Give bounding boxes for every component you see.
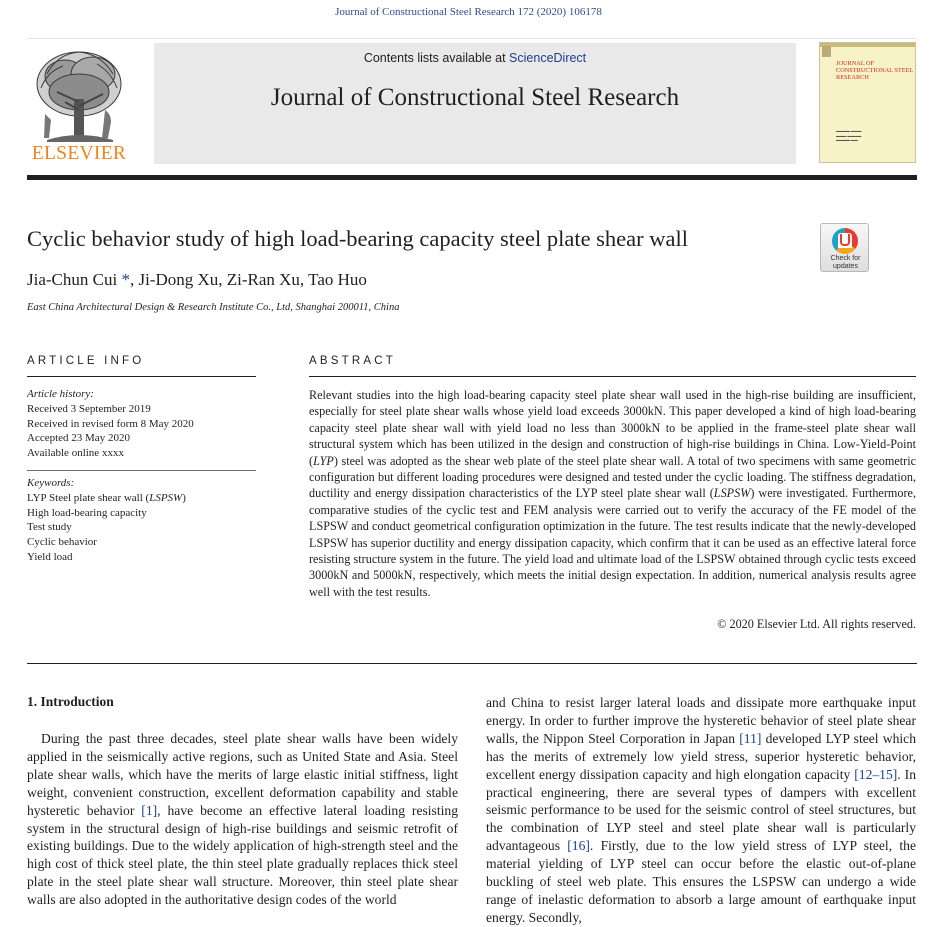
author-list [27,270,367,290]
intro-right-column [486,694,916,927]
elsevier-wordmark: ELSEVIER [31,143,127,164]
journal-title[interactable]: Journal of Constructional Steel Research [270,84,680,111]
keyword-item: LYP Steel plate shear wall (LSPSW) [27,491,186,504]
history-label: Article history: [27,388,94,400]
intro-paragraph-continued: and China to resist larger lateral loads and dissipate more earthquake input energy. In order to further improve the hysteretic behavior of steel plate shear walls, the Nippon Steel Corporation in Japan [11] developed LYP steel which has the merits of extremely low yield stress, superior hysteretic behavior, excellent energy dissipation capacity and high elongation capacity [12–15]. In practical engineering, there are several types of dampers with excellent seismic performance to be used for the seismic control of steel structures, but the combination of LYP steel and steel plate shear wall is particularly advantageous [16]. Firstly, due to the low yield stress of LYP steel, the material yielding of LYP steel can occur before the elastic out-of-plane buckling of steel web plate. This ensures the LSPSW can undergo a wide range of inelastic deformation to absorb a large amount of earthquake input energy. Secondly, [486,695,916,925]
article-title: Cyclic behavior study of high load-bearing capacity steel plate shear wall [27,226,689,251]
header-thick-divider [27,175,917,180]
header-top-divider [27,38,917,39]
history-online: Available online xxxx [27,447,124,460]
journal-citation-link[interactable]: Journal of Constructional Steel Research 172 (2020) 106178 [335,6,602,18]
check-updates-label-1: Check for [830,255,861,262]
check-updates-label-2: updates [833,263,858,270]
section-heading-introduction: 1. Introduction [27,694,114,709]
abstract-heading: ABSTRACT [309,355,396,367]
journal-cover-thumbnail[interactable] [819,42,916,163]
copyright-notice: © 2020 Elsevier Ltd. All rights reserved. [717,617,916,631]
article-info-heading: ARTICLE INFO [27,355,145,367]
keyword-item: Yield load [27,550,73,563]
cover-journal-title: JOURNAL OF CONSTRUCTIONAL STEEL RESEARCH [836,60,914,81]
author-name-first[interactable]: Jia-Chun Cui [27,270,118,289]
bookmark-icon [840,234,850,246]
check-for-updates-button[interactable] [820,223,869,272]
abstract-bottom-divider [27,663,917,664]
sciencedirect-link[interactable]: ScienceDirect [509,51,587,65]
corresponding-author-mark[interactable]: * [121,270,130,289]
reference-link[interactable]: [16] [567,838,590,854]
cover-top-band [820,43,916,47]
keyword-item: Cyclic behavior [27,536,97,549]
keywords-list [27,476,257,565]
keywords-divider [27,470,256,471]
cover-publisher-logo [822,46,831,57]
abstract-text: Relevant studies into the high load-bearing capacity steel plate shear wall used in the high-rise building are insufficient, especially for steel plate shear walls whose yield load exceeds 3000kN. This paper developed a kind of high load-bearing capacity steel plate shear wall with yield load no less than 3000kN to be applied in the frame-steel plate shear wall structural system which has been utilized in the design and construction of high-rise buildings in China. Low-Yield-Point (LYP) steel was adopted as the shear web plate of the steel plate shear wall. A total of two specimens with same geometric configuration but different loading procedures were designed and tested under the cyclic loading. The stiffness degradation, ductility and energy dissipation characteristics of the LYP steel plate shear wall (LSPSW) were investigated. Furthermore, comparative studies of the cyclic test and FEM analysis were carried out to verify the accuracy of the FE model of the LSPSW and conduct geometrical configuration optimization in the future. The test results indicate that the newly-developed LSPSW has superior ductility and energy dissipation capacity, which confirm that it can be used as an effective lateral force resisting structure system in the future. The yield load and ultimate load of the LSPSW obtained through cyclic tests exceed 3000kN and 5000kN, respectively, which meets the initial design expectation. In addition, numerical analysis results agree well with the test results. [309,388,916,599]
intro-paragraph: During the past three decades, steel plate shear walls have been widely applied in the seismically active regions, such as United State and Asia. Steel plate shear walls, which have the merits of large elastic initial stiffness, light weight, convenient construction, excellent deformation capability and stable hysteretic behavior [1], have become an effective lateral loading resisting system in the structural design of high-rise buildings and seismic retrofit of existing buildings. Due to the widely application of high-strength steel and the high cost of thick steel plate, the thin steel plate gradually replaces thick steel plate in the steel plate shear wall structure. Moreover, thin steel plate shear walls are also adopted in the authoritative design codes of the world [27,731,458,908]
keywords-label: Keywords: [27,477,75,489]
reference-link[interactable]: [1] [141,802,158,818]
author-names-rest: , Ji-Dong Xu, Zi-Ran Xu, Tao Huo [129,270,367,289]
abstract-divider [309,376,916,377]
author-affiliation: East China Architectural Design & Research Institute Co., Ltd, Shanghai 200011, China [27,302,400,313]
cover-editor-names: ▬▬▬▬ ▬▬▬ ▬▬▬ ▬▬▬▬ ▬▬▬▬ ▬▬ [836,129,862,142]
journal-header-box [154,43,796,164]
contents-prefix: Contents lists available at [363,51,506,65]
history-accepted: Accepted 23 May 2020 [27,432,130,445]
contents-line [154,51,796,65]
keyword-item: Test study [27,521,72,534]
reference-link[interactable]: [12–15] [854,766,898,782]
article-info-divider [27,376,256,377]
keyword-item: High load-bearing capacity [27,506,147,519]
intro-left-column [27,730,458,909]
history-received: Received 3 September 2019 [27,402,151,415]
article-history [27,387,257,461]
reference-link[interactable]: [11] [739,730,762,746]
history-revised: Received in revised form 8 May 2020 [27,417,194,430]
